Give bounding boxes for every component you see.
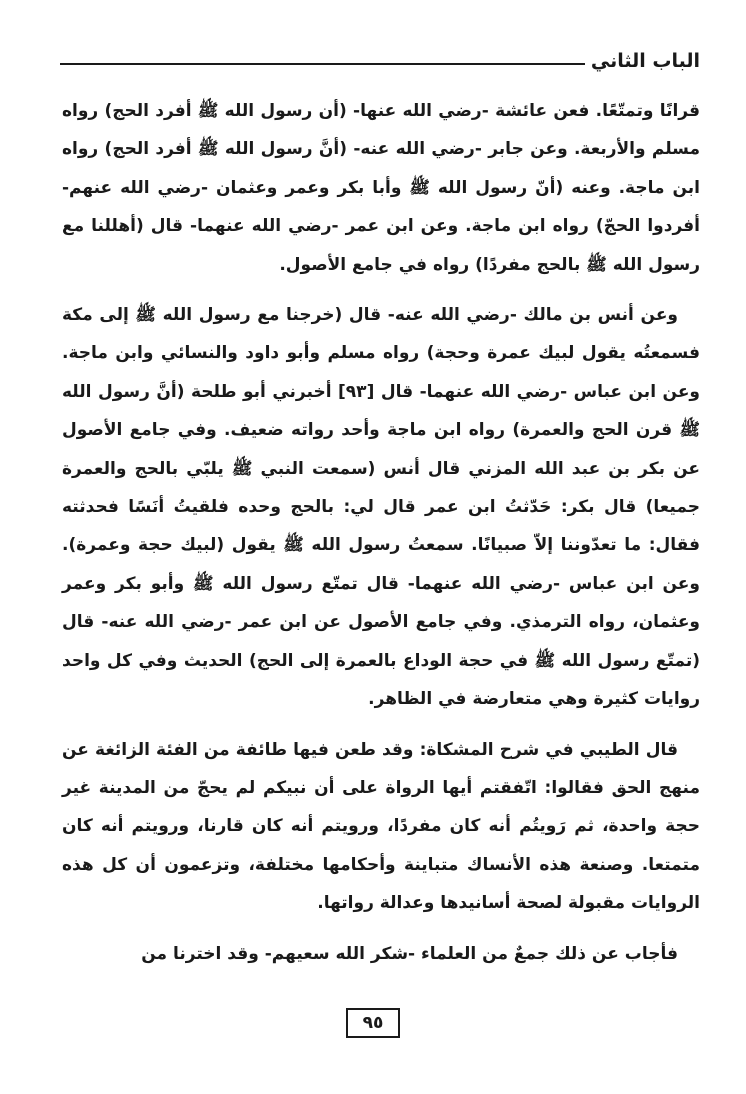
paragraph-4: فأجاب عن ذلك جمعٌ من العلماء -شكر الله سعيهم- وقد اخترنا من xyxy=(141,943,678,964)
header-rule xyxy=(60,63,585,65)
page-footer xyxy=(0,1008,746,1038)
page-body xyxy=(62,92,700,973)
running-header xyxy=(60,44,700,78)
page-number: ٩٥ xyxy=(346,1008,400,1038)
paragraph-3: قال الطيبي في شرح المشكاة: وقد طعن فيها طائفة من الفئة الزائغة عن منهج الحق فقالوا: اتّفقتم أيها الرواة على أن نبيكم لم يحجّ من المدينة غير حجة واحدة، ثم رَويتُم أنه كان مفردًا، ورويتم أنه كان قارنا، ورويتم أنه كان متمتعا. وصنعة هذه الأنساك متباينة وأحكامها مختلفة، وتزعمون أن كل هذه الروايات مقبولة لصحة أسانيدها وعدالة رواتها. xyxy=(62,739,700,914)
chapter-title: الباب الثاني xyxy=(590,50,700,72)
paragraph-1: قرانًا وتمتّعًا. فعن عائشة -رضي الله عنها- (أن رسول الله ﷺ أفرد الحج) رواه مسلم والأربعة. وعن جابر -رضي الله عنه- (أنَّ رسول الله ﷺ أفرد الحج) رواه ابن ماجة. وعنه (أنّ رسول الله ﷺ وأبا بكر وعمر وعثمان -رضي الله عنهم- أفردوا الحجّ) رواه ابن ماجة. وعن ابن عمر -رضي الله عنهما- قال (أهللنا مع رسول الله ﷺ بالحج مفردًا) رواه في جامع الأصول. xyxy=(62,101,700,275)
paragraph-2: وعن أنس بن مالك -رضي الله عنه- قال (خرجنا مع رسول الله ﷺ إلى مكة فسمعتُه يقول لبيك عمرة وحجة) رواه مسلم وأبو داود والنسائي وابن ماجة. وعن ابن عباس -رضي الله عنهما- قال [٩٣] أخبرني أبو طلحة (أنَّ رسول الله ﷺ قرن الحج والعمرة) رواه ابن ماجة وأحد رواته ضعيف. وفي جامع الأصول عن بكر بن عبد الله المزني قال أنس (سمعت النبي ﷺ يلبّي بالحج والعمرة جميعا) قال بكر: حَدّثتُ ابن عمر قال لي: بالحج وحده فلقيتُ أنَسًا فحدثته فقال: ما تعدّوننا إلاّ صبيانًا. سمعتُ رسول الله ﷺ يقول (لبيك حجة وعمرة). وعن ابن عباس -رضي الله عنهما- قال تمتّع رسول الله ﷺ وأبو بكر وعمر وعثمان، رواه الترمذي. وفي جامع الأصول عن ابن عمر -رضي الله عنه- قال (تمتّع رسول الله ﷺ في حجة الوداع بالعمرة إلى الحج) الحديث وفي كل واحد روايات كثيرة وهي متعارضة في الظاهر. xyxy=(62,305,700,710)
